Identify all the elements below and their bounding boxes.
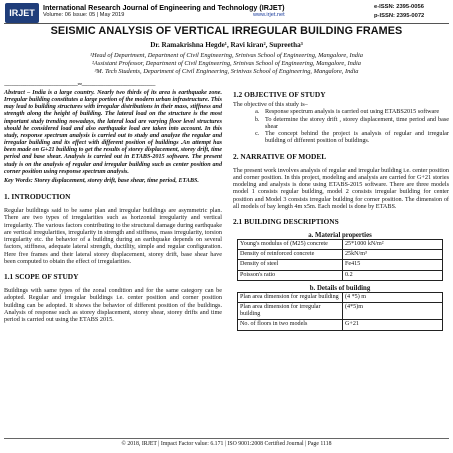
table-cell: Young's modulus of (M25) concrete	[238, 240, 343, 250]
objective-list	[233, 108, 449, 144]
table-cell: (4*5)m	[343, 303, 443, 320]
material-table-caption: a. Material properties	[308, 232, 372, 239]
section-heading-scope: 1.1 SCOPE OF STUDY	[4, 272, 79, 282]
narrative-text: The present work involves analysis of regular and irregular building i.e. center position and corner position. In this project, modeling and analysis are carried for G+21 stories modeling and analysis is done using ETABS-2015 software. There are three models model 1 consists regular building, model 2 consists irregular building for center position and Model 3 consists irregular building for corner position. The dimension of all models of bay length 4m x5m. Each model is done by ETABS.	[233, 166, 449, 210]
table-row	[238, 240, 443, 250]
table-cell: G+21	[343, 320, 443, 330]
section-separator: ---------------------------------------------------------------------***---------------------------------------------------------------------	[4, 83, 156, 89]
material-properties-table	[237, 232, 443, 281]
section-heading-narrative: 2. NARRATIVE OF MODEL	[233, 151, 327, 161]
left-column	[4, 90, 222, 323]
journal-name: International Research Journal of Engineering and Technology (IRJET)	[43, 3, 285, 12]
table-row	[238, 292, 443, 302]
issn-block	[374, 3, 450, 20]
table-cell: Density of reinforced concrete	[238, 250, 343, 260]
building-details-table	[237, 285, 443, 331]
affiliation-1: ¹Head of Department, Department of Civil Engineering, Srinivas School of Engineering, Mangalore, India	[90, 52, 363, 59]
paper-title: SEISMIC ANALYSIS OF VERTICAL IRREGULAR BUILDING FRAMES	[50, 25, 403, 37]
introduction-text: Regular buildings said to be same plan and irregular buildings are asymmetric plan. There are two types of irregularities such as horizontal irregularity and vertical irregularity. The various factors contributing to the structural damage during earthquake are vertical irregularities, irregularity in strength and stiffness, mass irregularity, torsion irregularity etc. the behavior of a building during an earthquake depends on several factors, stiffness, adequate lateral strength, ductility, simple and regular configuration. Here five frames and their lateral storey displacement, storey drift, base shear have been computed to obtain the effect of irregularities.	[4, 207, 222, 265]
table-row	[238, 250, 443, 260]
table-cell: Poisson's ratio	[238, 270, 343, 280]
table-cell: Plan area dimension for regular building	[238, 292, 343, 302]
objective-lead: The objective of this study is–	[233, 101, 308, 108]
abstract: Abstract – India is a large country. Nearly two thirds of its area is earthquake zone. Irregular building constitutes a large portion of the modern urban infrastructure. This may lead to building structures with irregular distributions in their mass, stiffness and strength along the height of building. The lateral load on the structure is the most important study trending nowadays, the lateral load are varying floor level structures should be considered load and also earthquake load are taken into account. In this study, response spectrum analysis is carried out to study and analyze the regular and irregular building and its effect with different position of buildings .An attempt has been made on G+21 building to get the results of storey displacement, storey drift, time period and base shear. Analysis is carried out in ETABS-2015 software. The present study is on the analysis of regular and irregular building such as center position and corner position using response spectrum analysis.	[4, 90, 222, 175]
table-cell: 25kN/m³	[343, 250, 443, 260]
objective-item: b. To determine the storey drift , storey displacement, time period and base shear	[261, 116, 449, 131]
journal-url[interactable]: www.irjet.net	[253, 12, 285, 18]
paper-authors: Dr. Ramakrishna Hegde¹, Ravi kiran², Supreetha³	[150, 41, 303, 49]
table-cell: Fe415	[343, 260, 443, 270]
p-issn: p-ISSN: 2395-0072	[374, 12, 425, 19]
journal-issue-line	[43, 12, 363, 18]
table-cell: 25*1000 kN/m²	[343, 240, 443, 250]
journal-logo: IRJET	[5, 3, 39, 23]
scope-text: Buildings with same types of the zonal condition and for the same category can be adopted. Regular and irregular buildings i.e. center position and corner position building can be adopted. It shows the behavior of different position of the buildings. Analysis of response such as storey displacement, storey shear, storey drifts and time period is carried out using the ETABS 2015.	[4, 287, 222, 324]
table-row	[238, 260, 443, 270]
page-footer: © 2018, IRJET | Impact Factor value: 6.171 | ISO 9001:2008 Certified Journal | Page 1118	[121, 441, 332, 447]
table-row	[238, 303, 443, 320]
footer-rule	[4, 438, 449, 439]
objective-item: c. The concept behind the project is analysis of regular and irregular building of different position of buildings.	[261, 130, 449, 145]
section-heading-introduction: 1. INTRODUCTION	[4, 192, 71, 202]
table-cell: 0.2	[343, 270, 443, 280]
section-heading-objective: 1.2 OBJECTIVE OF STUDY	[233, 90, 326, 99]
right-column	[233, 90, 449, 331]
affiliation-3: ³M. Tech Students, Department of Civil Engineering, Srinivas School of Engineering, Mangalore, India	[94, 68, 359, 75]
affiliation-2: ²Assistant Professor, Department of Civil Engineering, Srinivas School of Engineering, Mangalore, India	[92, 60, 361, 67]
objective-item: a. Response spectrum analysis is carried out using ETABS2015 software	[261, 108, 449, 115]
e-issn: e-ISSN: 2395-0056	[374, 4, 424, 10]
section-heading-descriptions: 2.1 BUILDING DESCRIPTIONS	[233, 217, 339, 226]
building-table-caption: b. Details of building	[309, 284, 371, 292]
volume-issue: Volume: 06 Issue: 05 | May 2019	[43, 12, 125, 18]
header-rule	[4, 23, 449, 24]
table-row	[238, 270, 443, 280]
keywords: Key Words: Storey displacement, storey drift, base shear, time period, ETABS.	[4, 177, 199, 184]
table-row	[238, 320, 443, 330]
table-cell: Density of steel	[238, 260, 343, 270]
table-cell: Plan area dimension for irregular building	[238, 303, 343, 320]
table-cell: No. of floors in two models	[238, 320, 343, 330]
table-cell: (4 *5) m	[343, 292, 443, 302]
